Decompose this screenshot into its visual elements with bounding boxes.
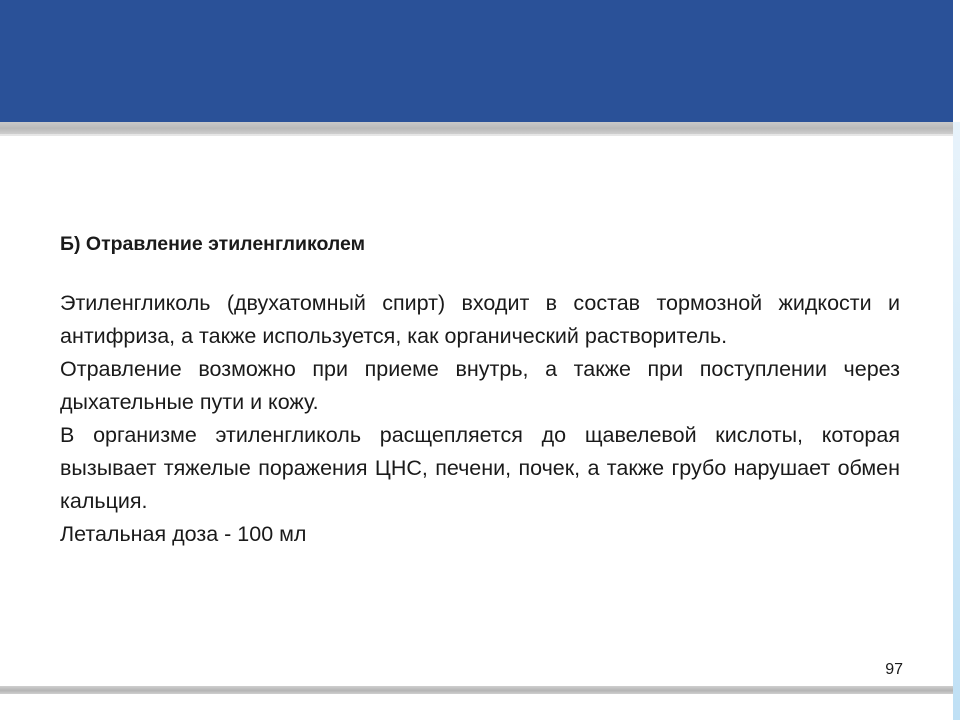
body-paragraph-2: Отравление возможно при приеме внутрь, а также при поступлении через дыхательные пути и кожу. (60, 357, 900, 414)
slide-content (60, 228, 900, 551)
right-edge-decoration (953, 122, 960, 720)
header-banner (0, 0, 953, 122)
body-paragraph-4: Летальная доза - 100 мл (60, 522, 307, 546)
page-number: 97 (885, 661, 903, 678)
footer-divider-stripe (0, 686, 953, 694)
body-paragraph-1: Этиленгликоль (двухатомный спирт) входит в состав тормозной жидкости и антифриза, а также используется, как органический растворитель. (60, 291, 900, 348)
header-divider-stripe (0, 122, 953, 136)
right-edge-top (953, 0, 960, 122)
body-paragraph-3: В организме этиленгликоль расщепляется до щавелевой кислоты, которая вызывает тяжелые поражения ЦНС, печени, почек, а также грубо нарушает обмен кальция. (60, 423, 900, 513)
slide-heading: Б) Отравление этиленгликолем (60, 233, 366, 255)
